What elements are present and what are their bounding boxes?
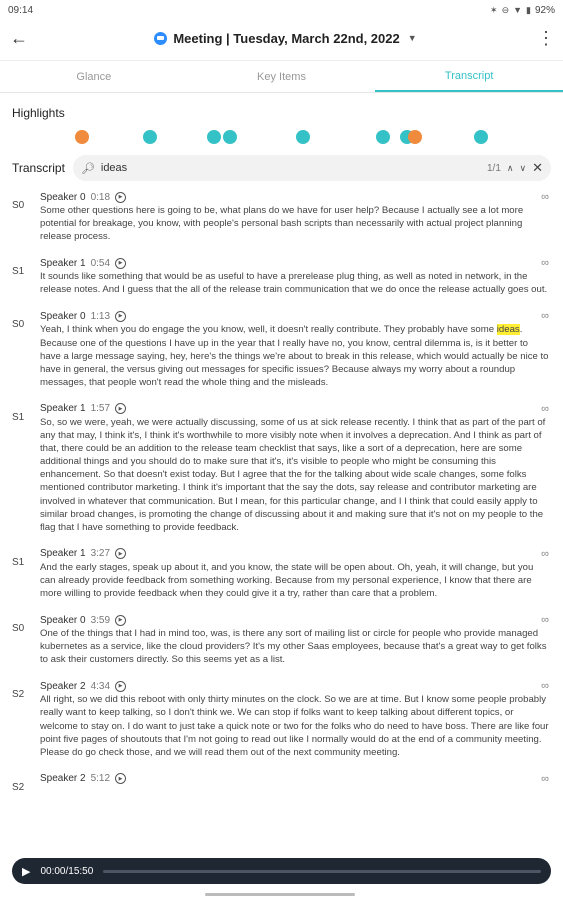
bluetooth-icon: ✶	[490, 4, 498, 15]
link-icon[interactable]: ∞	[541, 310, 549, 323]
entry-timestamp[interactable]: 3:27	[90, 548, 111, 560]
status-bar	[0, 0, 563, 20]
entry-text	[40, 416, 549, 534]
entry-header	[40, 402, 549, 416]
transcript-search-box	[73, 155, 551, 181]
link-icon[interactable]: ∞	[541, 772, 549, 785]
search-icon: 🔎︎	[80, 162, 95, 175]
gesture-handle	[205, 893, 355, 896]
app-header	[0, 20, 563, 56]
speaker-name: Speaker 1	[40, 403, 86, 415]
tab-bar	[0, 60, 563, 93]
tab-transcript[interactable]: Transcript	[375, 61, 563, 92]
entry-text	[40, 323, 549, 388]
speaker-avatar: S1	[12, 556, 25, 568]
transcript-entry	[12, 547, 549, 600]
transcript-entry	[12, 309, 549, 388]
close-search-icon[interactable]: ✕	[532, 160, 543, 175]
entry-text	[40, 561, 549, 600]
text-segment: Yeah, I think when you do engage the you know, well, it doesn't really contribute. They probably have some	[40, 324, 497, 336]
entry-text	[40, 627, 549, 666]
match-count: 1/1	[487, 162, 501, 174]
highlight-marker[interactable]	[376, 130, 390, 144]
link-icon[interactable]: ∞	[541, 680, 549, 693]
play-segment-icon[interactable]: ▶	[115, 615, 126, 626]
speaker-avatar: S0	[12, 623, 25, 635]
transcript-entry	[12, 772, 549, 793]
entry-text	[40, 693, 549, 758]
speaker-name: Speaker 2	[40, 773, 86, 785]
speaker-name: Speaker 0	[40, 191, 86, 203]
clock: 09:14	[8, 4, 34, 16]
speaker-name: Speaker 1	[40, 548, 86, 560]
entry-header	[40, 547, 549, 561]
play-segment-icon[interactable]: ▶	[115, 681, 126, 692]
entry-body	[40, 256, 549, 296]
link-icon[interactable]: ∞	[541, 402, 549, 415]
speaker-avatar: S1	[12, 411, 25, 423]
entry-text	[40, 270, 549, 296]
playback-scrubber[interactable]	[103, 870, 541, 873]
speaker-avatar: S2	[12, 781, 25, 793]
play-segment-icon[interactable]: ▶	[115, 548, 126, 559]
text-segment: One of the things that I had in mind too, was, is there any sort of mailing list or circle for people who provide managed kubernetes as a service, like the cloud providers? It's my other Saas employees, because that's a great way to get folks to ask their customers directly. So this seems yet as a list.	[40, 628, 547, 666]
text-segment: Some other questions here is going to be, what plans do we have for user help? Because I actually see a lot more potential for breakage, you know, with people's personal bash scripts than necessarily with actual project planning release process.	[40, 205, 524, 243]
text-segment: All right, so we did this reboot with only thirty minutes on the clock. So we are at time. But I know some people probably really want to keep talking, so I don't think we. We can stop if folks want to keep talking about different topics, or welcome to stay on. I do want to just take a quick note or two for the folks who do need to have boss. There are like four point five pages of shoutouts that I'm not going to read out like I normally would do at the end of a community meeting. Please do go check those, and we will read them out of the next community meeting.	[40, 694, 549, 758]
entry-timestamp[interactable]: 3:59	[90, 614, 111, 626]
entry-timestamp[interactable]: 0:54	[90, 257, 111, 269]
entry-header	[40, 679, 549, 693]
speaker-name: Speaker 1	[40, 257, 86, 269]
transcript-entry	[12, 613, 549, 666]
entry-body	[40, 613, 549, 666]
battery-icon: ▮	[526, 4, 531, 15]
entry-body	[40, 772, 549, 793]
transcript-search-input[interactable]	[101, 162, 481, 174]
more-options-icon[interactable]: ⋮	[536, 28, 555, 48]
transcript-entry	[12, 190, 549, 243]
transcript-entry	[12, 256, 549, 296]
speaker-name: Speaker 0	[40, 310, 86, 322]
entry-header	[40, 772, 549, 786]
entry-body	[40, 309, 549, 388]
meeting-title: Meeting | Tuesday, March 22nd, 2022	[173, 30, 400, 46]
transcript-entry	[12, 402, 549, 534]
text-segment: It sounds like something that would be as useful to have a prerelease plug thing, as well as noted in network, in the release notes. And I guess that the all of the release train communication that we do once the release actually goes out.	[40, 271, 548, 296]
caret-down-icon: ▼	[407, 33, 417, 43]
entry-body	[40, 547, 549, 600]
status-icons	[490, 5, 555, 16]
entry-body	[40, 402, 549, 534]
transcript-list	[0, 190, 563, 793]
transcript-entry	[12, 679, 549, 758]
dnd-icon: ⊖	[501, 4, 510, 15]
speaker-avatar: S2	[12, 689, 25, 701]
search-highlight: ideas	[496, 324, 520, 336]
entry-timestamp[interactable]: 1:57	[90, 403, 111, 415]
zoom-logo-icon	[154, 32, 167, 45]
wifi-icon: ▼	[513, 5, 523, 15]
link-icon[interactable]: ∞	[541, 547, 549, 560]
speaker-avatar: S0	[12, 319, 25, 331]
highlight-marker[interactable]	[143, 130, 157, 144]
entry-timestamp[interactable]: 0:18	[90, 191, 111, 203]
next-match-icon[interactable]: ∨	[519, 162, 527, 173]
entry-body	[40, 190, 549, 243]
speaker-avatar: S0	[12, 200, 25, 211]
speaker-avatar: S1	[12, 266, 25, 278]
link-icon[interactable]: ∞	[541, 614, 549, 627]
play-segment-icon[interactable]: ▶	[115, 773, 126, 784]
link-icon[interactable]: ∞	[541, 191, 549, 203]
entry-timestamp[interactable]: 1:13	[90, 310, 111, 322]
entry-text	[40, 204, 549, 243]
entry-body	[40, 679, 549, 758]
text-segment: So, so we were, yeah, we were actually discussing, some of us at sick release recently. I think that as part of the part of any that may, I think it's, I think it's worthwhile to more visibly note when it involves a deprecation. And I think as part of that, there could be an addition to the release team checklist that says, like a sort of a deprecation, here are some additional things and you should do to make sure that it's, it's visible to people who might be consuming this enhancement. So that doesn't exist today. But I agree that the for the talking about wide scale changes, some folks mentioned contributor marketing. I think it's important that the say the dots, say release and contributor marketing are involved in whatever that communication. But I mean, for this particular change, and I I think that could easily apply to similar broad changes, is promoting the change of discussing about it and making sure that it's not on my people to the flag that I have something to provide feedback.	[40, 416, 546, 533]
entry-timestamp[interactable]: 5:12	[90, 773, 111, 785]
text-segment: And the early stages, speak up about it, and you know, the state will be open about. Oh, yeah, it will change, but you can already provide feedback from something working. Because from my personal experience, I know that there are more willing to provide feedback when they could give it a try, rather than care that a problem.	[40, 561, 534, 599]
play-segment-icon[interactable]: ▶	[115, 192, 126, 203]
highlight-marker-orange[interactable]	[408, 130, 422, 144]
entry-header	[40, 256, 549, 270]
battery-percent: 92%	[534, 4, 555, 16]
text-segment: . Because one of the questions I have up in the year that I really have no, you know, central dilemma is, is it better to have a large message saying, hey, here's the things we're about to break in this release, which would actually be nice to have in general, the versus giving out messages for specific issues? Because always my worry about a roundup messages, that people won't read the whole thing and the misleads.	[40, 324, 549, 388]
play-segment-icon[interactable]: ▶	[115, 403, 126, 414]
playback-time: 00:00/15:50	[40, 865, 94, 877]
speaker-name: Speaker 2	[40, 680, 86, 692]
transcript-search-row	[0, 154, 563, 182]
play-segment-icon[interactable]: ▶	[115, 258, 126, 269]
play-segment-icon[interactable]: ▶	[115, 311, 126, 322]
meeting-title-dropdown[interactable]	[154, 31, 416, 46]
audio-player	[12, 858, 551, 884]
back-arrow-icon[interactable]: ←	[10, 27, 28, 48]
previous-match-icon[interactable]: ∧	[506, 162, 514, 173]
entry-header	[40, 190, 549, 204]
highlight-marker[interactable]	[296, 130, 310, 144]
link-icon[interactable]: ∞	[541, 257, 549, 270]
play-icon[interactable]: ▶	[22, 865, 31, 878]
highlight-marker[interactable]	[223, 130, 237, 144]
highlights-heading: Highlights	[12, 106, 65, 120]
highlight-marker-orange[interactable]	[75, 130, 89, 144]
highlight-marker[interactable]	[207, 130, 221, 144]
entry-header	[40, 613, 549, 627]
highlight-marker[interactable]	[474, 130, 488, 144]
transcript-heading: Transcript	[12, 161, 65, 175]
entry-timestamp[interactable]: 4:34	[90, 680, 111, 692]
speaker-name: Speaker 0	[40, 614, 86, 626]
highlights-timeline	[12, 120, 551, 154]
tab-glance[interactable]: Glance	[76, 70, 112, 83]
entry-header	[40, 309, 549, 323]
tab-key-items[interactable]: Key Items	[257, 70, 306, 83]
